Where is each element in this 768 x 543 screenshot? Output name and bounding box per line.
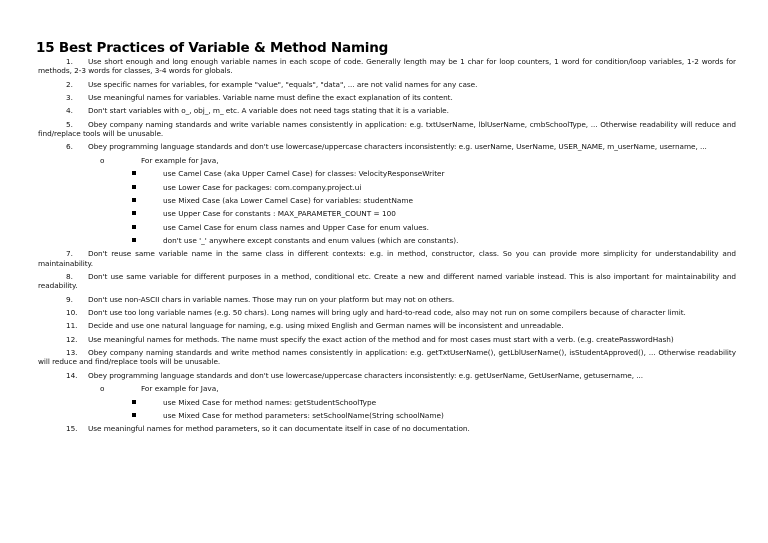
list-item: [38, 57, 736, 75]
subheading-text: For example for Java,: [141, 384, 219, 394]
list-item: [38, 249, 736, 267]
item-number: 2.: [66, 79, 73, 89]
item-number: 12.: [66, 334, 78, 344]
sub-list-item: [38, 223, 736, 232]
square-bullet-icon: [132, 225, 136, 229]
practice-list: [38, 57, 736, 438]
sub-list-item: [38, 411, 736, 420]
list-item: [38, 120, 736, 138]
item-number: 6.: [66, 142, 73, 152]
item-text: Use meaningful names for methods. The name must specify the exact action of the method and for most cases must start with a verb. (e.g. createPasswordHash): [88, 334, 674, 344]
sub-list-item: [38, 398, 736, 407]
item-number: 11.: [66, 321, 78, 331]
item-number: 9.: [66, 294, 73, 304]
list-item: [38, 321, 736, 330]
sub-list-item: [38, 236, 736, 245]
sub-item-text: use Camel Case for enum class names and Upper Case for enum values.: [163, 222, 429, 232]
sub-item-text: use Camel Case (aka Upper Camel Case) for classes: VelocityResponseWriter: [163, 169, 445, 179]
sub-item-text: use Mixed Case (aka Lower Camel Case) for variables: studentName: [163, 195, 413, 205]
item-text: Use short enough and long enough variable names in each scope of code. Generally length may be 1 char for loop counters, 1 word for condition/loop variables, 1-2 words for methods, 2-3 words for classes, 3-4 words for globals.: [38, 57, 736, 76]
item-text: Don't reuse same variable name in the same class in different contexts: e.g. in method, constructor, class. So you can provide more simplicity for understandability and maintainability.: [38, 249, 736, 268]
list-item: [38, 424, 736, 433]
item-text: Obey programming language standards and don't use lowercase/uppercase characters inconsistently: e.g. getUserName, GetUserName, getusername, ...: [88, 370, 644, 380]
list-item: [38, 272, 736, 290]
java-example-heading: [38, 156, 736, 165]
list-item: [38, 371, 736, 380]
sub-item-text: don't use '_' anywhere except constants and enum values (which are constants).: [163, 236, 459, 246]
square-bullet-icon: [132, 185, 136, 189]
list-item: [38, 93, 736, 102]
item-text: Don't start variables with o_, obj_, m_ etc. A variable does not need tags stating that it is a variable.: [88, 106, 449, 116]
item-number: 14.: [66, 370, 78, 380]
circle-bullet-icon: o: [100, 384, 105, 394]
square-bullet-icon: [132, 413, 136, 417]
item-text: Use specific names for variables, for example "value", "equals", "data", ... are not valid names for any case.: [88, 79, 478, 89]
item-text: Obey company naming standards and write method names consistently in application: e.g. getTxtUserName(), getLblUserName(), isStudentApproved(), ... Otherwise readability will reduce and find/replace tools will be unusable.: [38, 348, 736, 367]
item-text: Don't use same variable for different purposes in a method, conditional etc. Create a new and different named variable instead. This is also important for maintainability and readability.: [38, 272, 736, 291]
item-text: Use meaningful names for variables. Variable name must define the exact explanation of its content.: [88, 92, 453, 102]
sub-list-item: [38, 169, 736, 178]
item-text: Don't use too long variable names (e.g. 50 chars). Long names will bring ugly and hard-to-read code, also may not run on some compilers because of character limit.: [88, 308, 686, 318]
list-item: [38, 80, 736, 89]
square-bullet-icon: [132, 238, 136, 242]
list-item: [38, 348, 736, 366]
circle-bullet-icon: o: [100, 155, 105, 165]
item-number: 10.: [66, 308, 78, 318]
sub-item-text: use Mixed Case for method names: getStudentSchoolType: [163, 397, 377, 407]
item-number: 7.: [66, 249, 73, 259]
page-title: 15 Best Practices of Variable & Method Naming: [36, 40, 389, 56]
item-number: 4.: [66, 106, 73, 116]
square-bullet-icon: [132, 211, 136, 215]
sub-list-item: [38, 183, 736, 192]
item-text: Use meaningful names for method parameters, so it can documentate itself in case of no documentation.: [88, 424, 470, 434]
sub-list-item: [38, 196, 736, 205]
sub-item-text: use Lower Case for packages: com.company.project.ui: [163, 182, 362, 192]
sub-item-text: use Mixed Case for method parameters: setSchoolName(String schoolName): [163, 411, 444, 420]
list-item: [38, 142, 736, 151]
list-item: [38, 106, 736, 115]
square-bullet-icon: [132, 400, 136, 404]
subheading-text: For example for Java,: [141, 155, 219, 165]
item-number: 5.: [66, 119, 73, 129]
item-text: Don't use non-ASCII chars in variable names. Those may run on your platform but may not on others.: [88, 294, 455, 304]
list-item: [38, 308, 736, 317]
item-number: 8.: [66, 272, 73, 282]
item-number: 13.: [66, 348, 78, 358]
item-number: 15.: [66, 424, 78, 434]
item-text: Decide and use one natural language for naming, e.g. using mixed English and German names will be inconsistent and unreadable.: [88, 321, 564, 331]
item-text: Obey company naming standards and write variable names consistently in application: e.g. txtUserName, lblUserName, cmbSchoolType, ... Otherwise readability will reduce and find/replace tools will be unusable.: [38, 119, 736, 138]
item-text: Obey programming language standards and don't use lowercase/uppercase characters inconsistently: e.g. userName, UserName, USER_NAME, m_userName, username, ...: [88, 142, 707, 152]
square-bullet-icon: [132, 171, 136, 175]
sub-list-item: [38, 209, 736, 218]
list-item: [38, 335, 736, 344]
item-number: 3.: [66, 92, 73, 102]
list-item: [38, 295, 736, 304]
sub-item-text: use Upper Case for constants : MAX_PARAMETER_COUNT = 100: [163, 209, 396, 219]
java-example-heading: [38, 384, 736, 393]
item-number: 1.: [66, 57, 73, 66]
square-bullet-icon: [132, 198, 136, 202]
